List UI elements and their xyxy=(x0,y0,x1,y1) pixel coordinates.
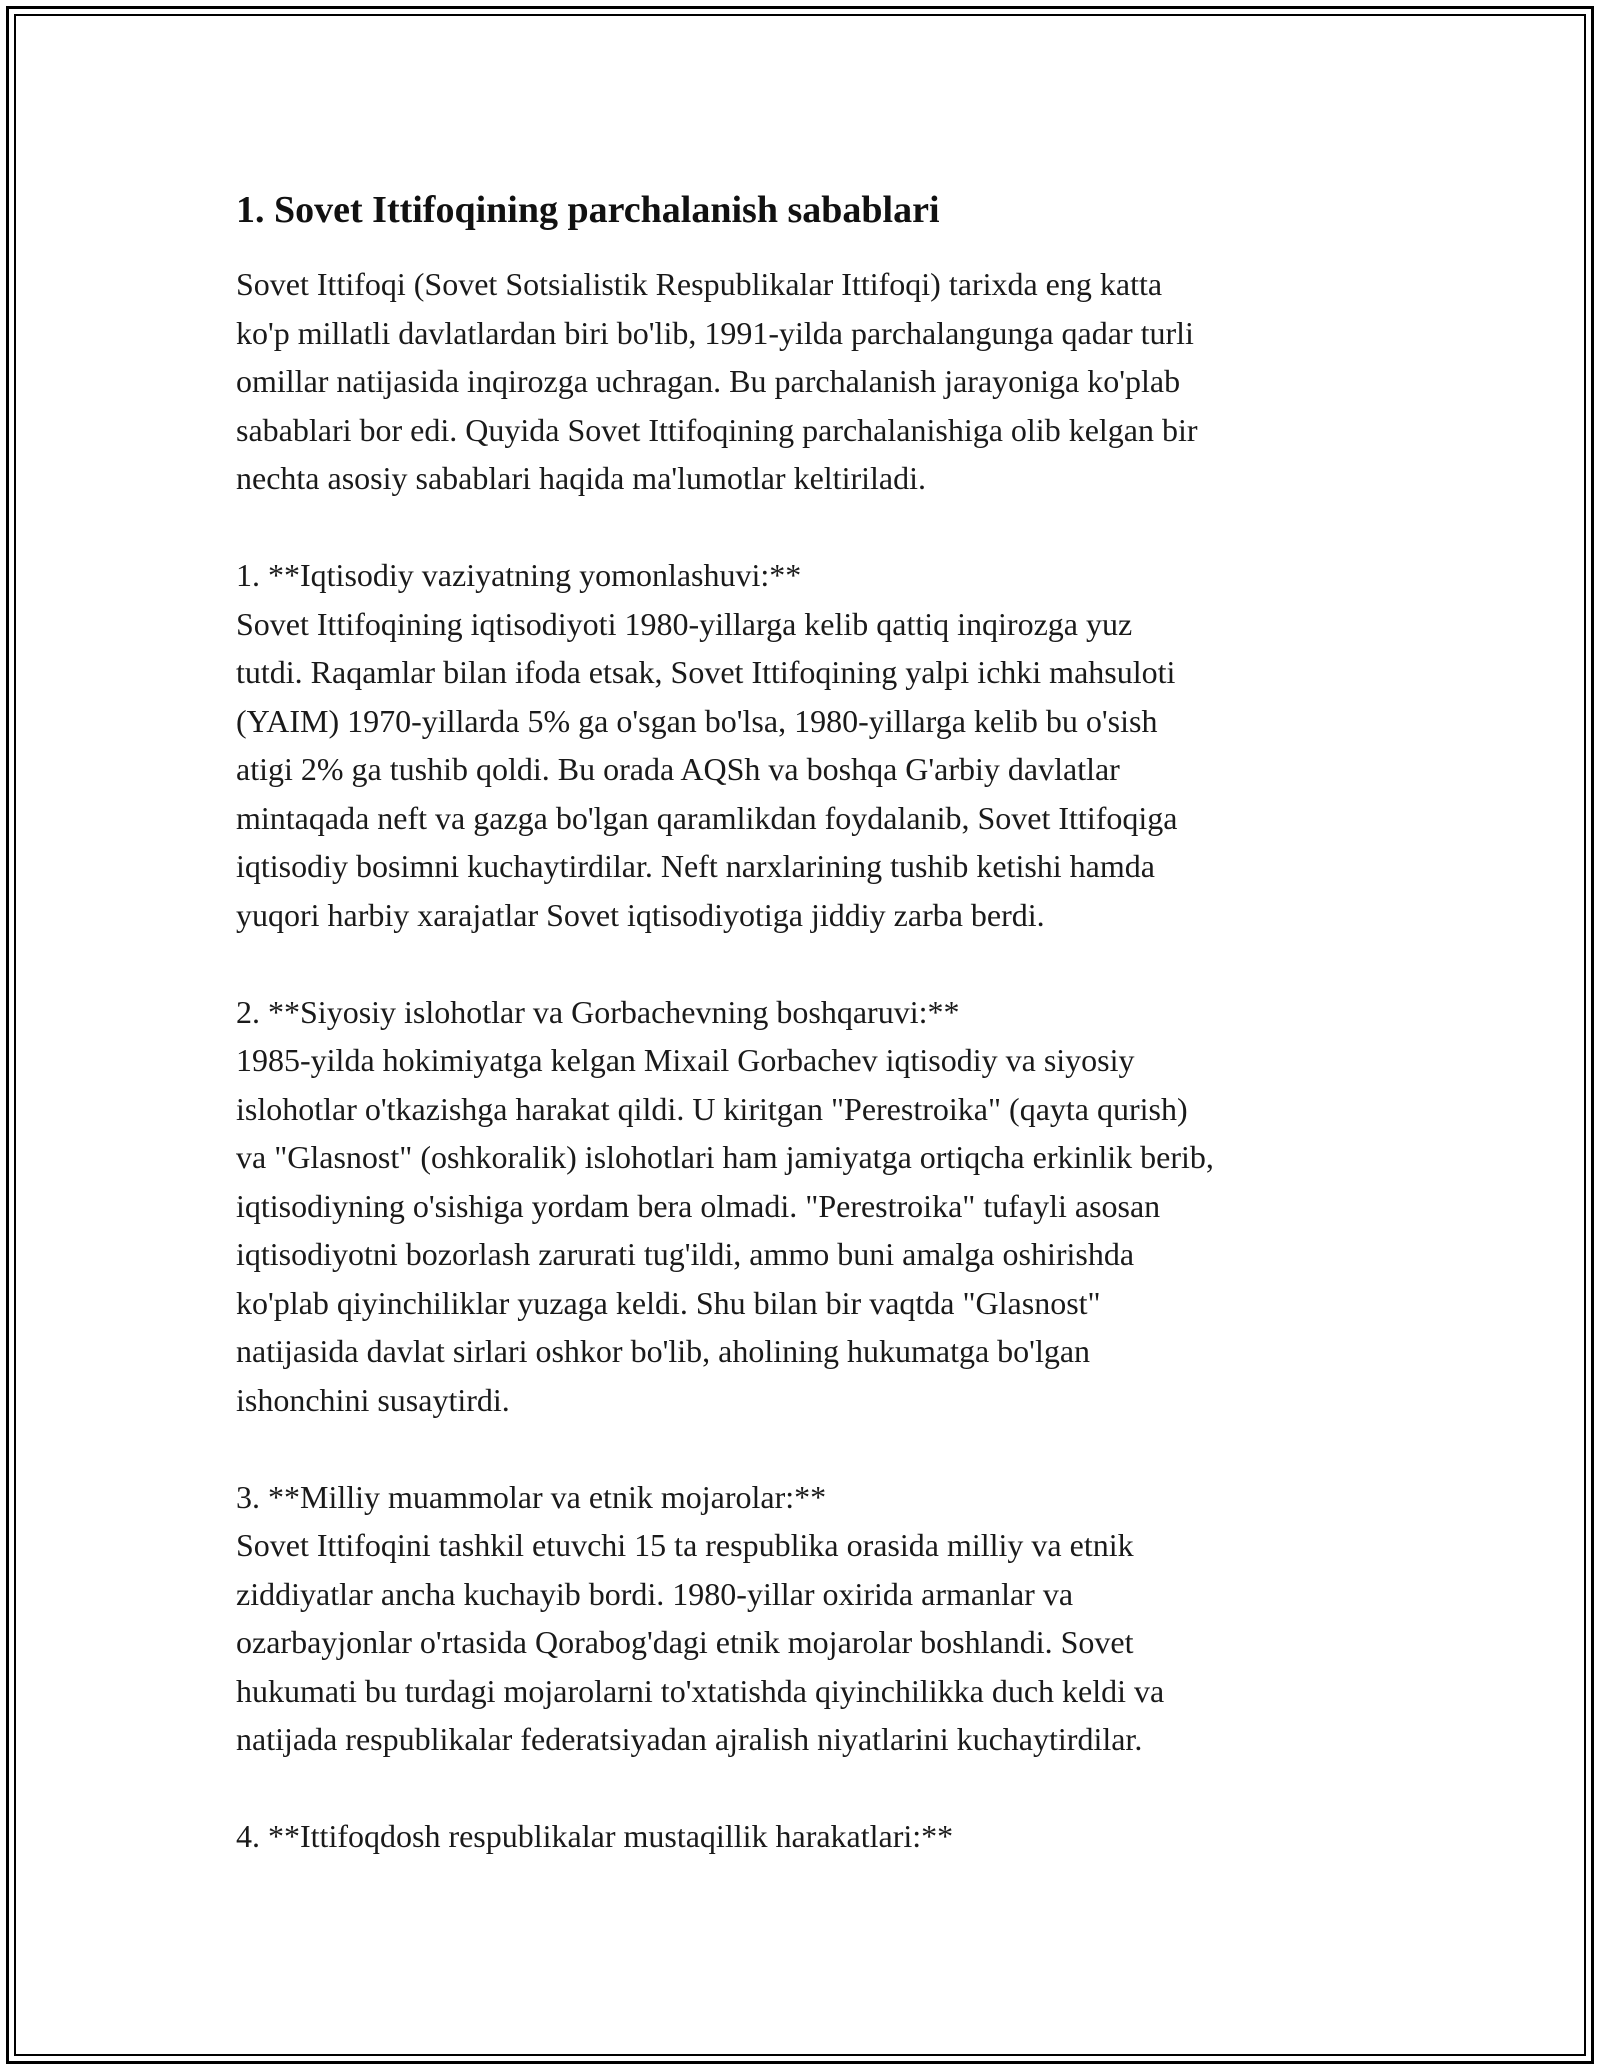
intro-paragraph: Sovet Ittifoqi (Sovet Sotsialistik Respublikalar Ittifoqi) tarixda eng katta ko'p millatli davlatlardan biri bo'lib, 1991-yilda parchalangunga qadar turli omillar natijasida inqirozga uchragan. Bu parchalanish jarayoniga ko'plab sabablari bor edi. Quyida Sovet Ittifoqining parchalanishiga olib kelgan bir nechta asosiy sabablari haqida ma'lumotlar keltiriladi. xyxy=(236,266,1198,496)
paragraph-gap xyxy=(236,1764,1366,1813)
section-heading: 2. **Siyosiy islohotlar va Gorbachevning boshqaruvi:** xyxy=(236,993,960,1030)
section-body: 1985-yilda hokimiyatga kelgan Mixail Gorbachev iqtisodiy va siyosiy islohotlar o'tkazishga harakat qildi. U kiritgan "Perestroika" (qayta qurish) va "Glasnost" (oshkoralik) islohotlari ham jamiyatga ortiqcha erkinlik berib, iqtisodiyning o'sishiga yordam bera olmadi. "Perestroika" tufayli asosan iqtisodiyotni bozorlash zarurati tug'ildi, ammo buni amalga oshirishda ko'plab qiyinchiliklar yuzaga keldi. Shu bilan bir vaqtda "Glasnost" natijasida davlat sirlari oshkor bo'lib, aholining hukumatga bo'lgan ishonchini susaytirdi. xyxy=(236,1042,1214,1418)
paragraph-gap xyxy=(236,503,1366,552)
section-body: Sovet Ittifoqining iqtisodiyoti 1980-yillarga kelib qattiq inqirozga yuz tutdi. Raqamlar bilan ifoda etsak, Sovet Ittifoqining yalpi ichki mahsuloti (YAIM) 1970-yillarda 5% ga o'sgan bo'lsa, 1980-yillarga kelib bu o'sish atigi 2% ga tushib qoldi. Bu orada AQSh va boshqa G'arbiy davlatlar mintaqada neft va gazga bo'lgan qaramlikdan foydalanib, Sovet Ittifoqiga iqtisodiy bosimni kuchaytirdilar. Neft narxlarining tushib ketishi hamda yuqori harbiy xarajatlar Sovet iqtisodiyotiga jiddiy zarba berdi. xyxy=(236,605,1178,933)
section-2 xyxy=(236,988,1366,1425)
section-4 xyxy=(236,1812,1366,1861)
section-3 xyxy=(236,1473,1366,1764)
document-title: 1. Sovet Ittifoqining parchalanish sabablari xyxy=(236,189,940,231)
section-heading: 3. **Milliy muammolar va etnik mojarolar:** xyxy=(236,1478,827,1515)
section-heading: 1. **Iqtisodiy vaziyatning yomonlashuvi:** xyxy=(236,557,802,593)
section-heading: 4. **Ittifoqdosh respublikalar mustaqillik harakatlari:** xyxy=(236,1818,954,1854)
section-1 xyxy=(236,551,1366,939)
paragraph-gap xyxy=(236,939,1366,988)
paragraph-gap xyxy=(236,1424,1366,1473)
document-body xyxy=(236,186,1366,1861)
section-body: Sovet Ittifoqini tashkil etuvchi 15 ta respublika orasida milliy va etnik ziddiyatlar ancha kuchayib bordi. 1980-yillar oxirida armanlar va ozarbayjonlar o'rtasida Qorabog'dagi etnik mojarolar boshlandi. Sovet hukumati bu turdagi mojarolarni to'xtatishda qiyinchilikka duch keldi va natijada respublikalar federatsiyadan ajralish niyatlarini kuchaytirdilar. xyxy=(236,1527,1165,1757)
